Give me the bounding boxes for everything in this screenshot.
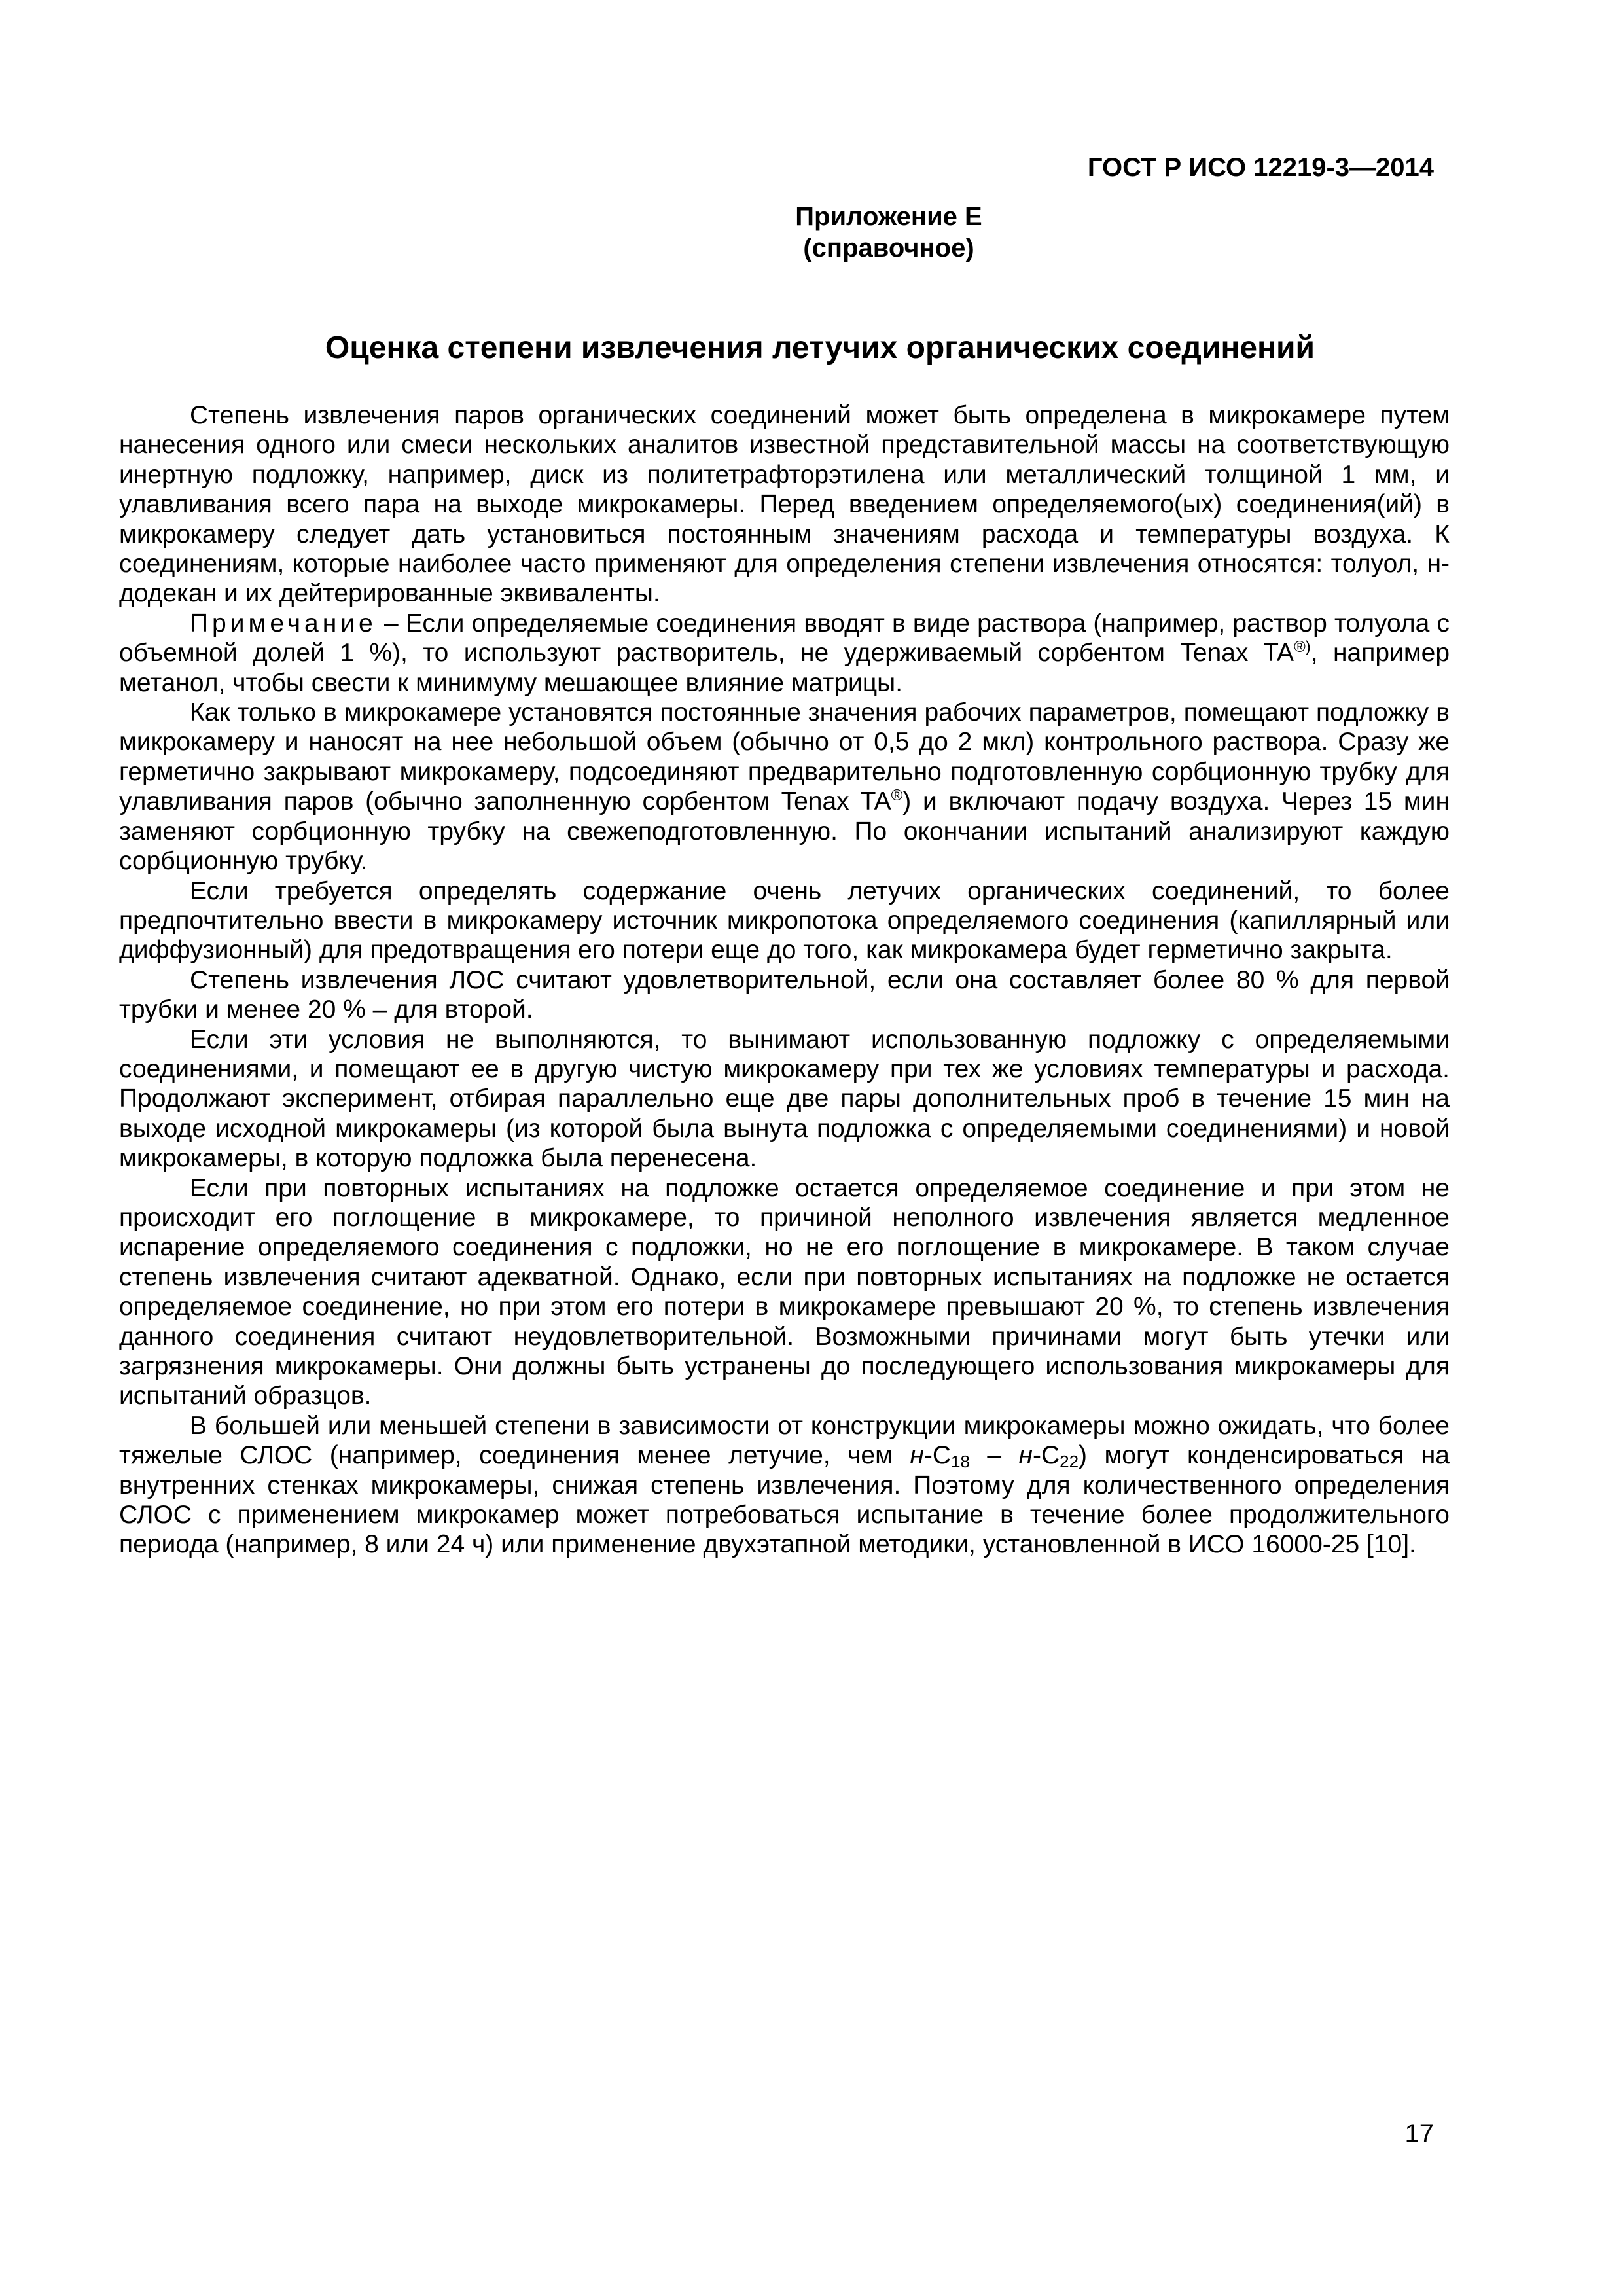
appendix-title: Приложение Е xyxy=(795,202,982,231)
appendix-heading xyxy=(0,201,1623,264)
appendix-status: (справочное) xyxy=(803,234,974,262)
paragraph-text-end: ) и включают подачу воздуха. Через 15 мин заменяют сорбционную трубку на свежеподготовленную. По окончании испытаний анализируют каждую сорбционную трубку. xyxy=(119,787,1450,876)
document-code: ГОСТ Р ИСО 12219-3—2014 xyxy=(1087,153,1434,182)
registered-mark: ®) xyxy=(1294,638,1311,656)
note-paragraph xyxy=(119,609,1450,698)
paragraph-text-end: ) могут конденсироваться на внутренних стенках микрокамеры, снижая степень извлечения. Поэтому для количественного определения СЛОС с применением микрокамер может потребоваться испытание в течение более продолжительного периода (например, 8 или 24 ч) или применение двухэтапной методики, установленной в ИСО 16000-25 [10]. xyxy=(119,1441,1450,1559)
page-number: 17 xyxy=(1404,2119,1434,2148)
paragraph: Если при повторных испытаниях на подложке остается определяемое соединение и при этом не происходит его поглощение в микрокамере, то причиной неполного извлечения является медленное испарение определяемого соединения с подложки, но не его поглощение в микрокамере. В таком случае степень извлечения считают адекватной. Однако, если при повторных испытаниях на подложке не остается определяемое соединение, но при этом его потери в микрокамере превышают 20 %, то степень извлечения данного соединения считают неудовлетворительной. Возможными причинами могут быть утечки или загрязнения микрокамеры. Они должны быть устранены до последующего использования микрокамеры для испытаний образцов. xyxy=(119,1174,1450,1410)
formula-sub2: 22 xyxy=(1060,1452,1079,1472)
formula-n2: н xyxy=(1018,1441,1033,1470)
paragraph xyxy=(119,1411,1450,1560)
formula-c1: -C xyxy=(923,1441,951,1470)
formula-sub1: 18 xyxy=(950,1452,970,1472)
paragraph: Степень извлечения ЛОС считают удовлетворительной, если она составляет более 80 % для первой трубки и менее 20 % – для второй. xyxy=(119,965,1450,1024)
paragraph-text: В большей или меньшей степени в зависимости от конструкции микрокамеры можно ожидать, что более тяжелые СЛОС (например, соединения менее летучие, чем xyxy=(119,1411,1450,1470)
note-text-end: , например метанол, чтобы свести к минимуму мешающее влияние матрицы. xyxy=(119,639,1450,697)
section-title-text: Оценка степени извлечения летучих органических соединений xyxy=(325,331,1315,365)
formula-c2: -C xyxy=(1032,1441,1060,1470)
paragraph-text: Как только в микрокамере установятся постоянные значения рабочих параметров, помещают подложку в микрокамеру и наносят на нее небольшой объем (обычно от 0,5 до 2 мкл) контрольного раствора. Сразу же герметично закрывают микрокамеру, подсоединяют предварительно подготовленную сорбционную трубку для улавливания паров (обычно заполненную сорбентом Tenax TA xyxy=(119,698,1450,816)
formula-n1: н xyxy=(910,1441,924,1470)
paragraph xyxy=(119,698,1450,876)
registered-mark: ® xyxy=(891,787,903,805)
note-text: – Если определяемые соединения вводят в виде раствора (например, раствор толуола с объемной долей 1 %), то используют растворитель, не удерживаемый сорбентом Tenax TA xyxy=(119,609,1450,668)
formula-dash: – xyxy=(969,1441,1019,1470)
paragraph: Если эти условия не выполняются, то вынимают использованную подложку с определяемыми соединениями, и помещают ее в другую чистую микрокамеру при тех же условиях температуры и расхода. Продолжают эксперимент, отбирая параллельно еще две пары дополнительных проб в течение 15 мин на выходе исходной микрокамеры (из которой была вынута подложка с определяемыми соединениями) и новой микрокамеры, в которую подложка была перенесена. xyxy=(119,1025,1450,1173)
body-text xyxy=(119,401,1450,1560)
paragraph: Если требуется определять содержание очень летучих органических соединений, то более предпочтительно ввести в микрокамеру источник микропотока определяемого соединения (капиллярный или диффузионный) для предотвращения его потери еще до того, как микрокамера будет герметично закрыта. xyxy=(119,876,1450,965)
paragraph: Степень извлечения паров органических соединений может быть определена в микрокамере путем нанесения одного или смеси нескольких аналитов известной представительной массы на соответствующую инертную подложку, например, диск из политетрафторэтилена или металлический толщиной 1 мм, и улавливания всего пара на выходе микрокамеры. Перед введением определяемого(ых) соединения(ий) в микрокамеру следует дать установиться постоянным значениям расхода и температуры воздуха. К соединениям, которые наиболее часто применяют для определения степени извлечения относятся: толуол, н-додекан и их дейтерированные эквиваленты. xyxy=(119,401,1450,608)
note-label: Примечание xyxy=(190,609,377,637)
section-title xyxy=(0,329,1623,367)
